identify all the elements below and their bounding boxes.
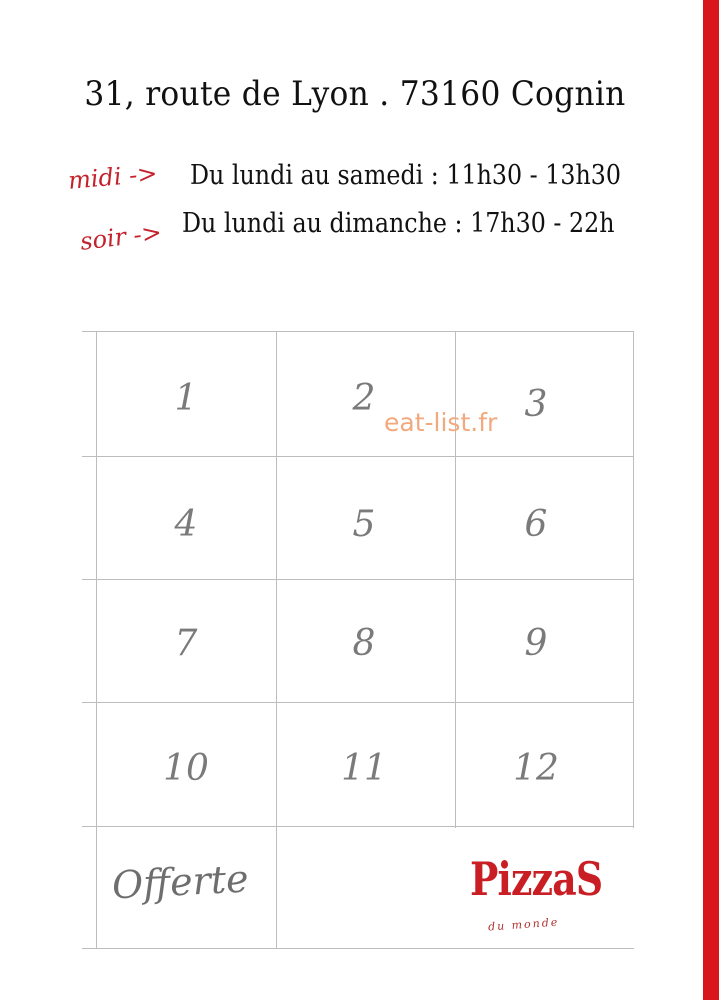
stamp-cell-6: 6: [524, 504, 548, 545]
grid-line: [82, 702, 634, 703]
address-heading: 31, route de Lyon . 73160 Cognin: [84, 74, 626, 114]
stamp-cell-4: 4: [174, 504, 198, 545]
soir-note: soir ->: [78, 218, 164, 256]
stamp-cell-2: 2: [352, 378, 376, 419]
logo-tagline: du monde: [487, 915, 560, 934]
logo-wordmark: PizzaS: [470, 852, 603, 906]
stamp-cell-5: 5: [352, 504, 376, 545]
stamp-cell-3: 3: [524, 384, 548, 425]
stamp-cell-1: 1: [174, 378, 198, 419]
hours-lunch: Du lundi au samedi : 11h30 - 13h30: [190, 160, 622, 191]
grid-line: [276, 331, 277, 949]
hours-dinner: Du lundi au dimanche : 17h30 - 22h: [182, 208, 615, 239]
grid-line: [633, 331, 634, 828]
stamp-cell-10: 10: [163, 748, 209, 789]
grid-line: [82, 331, 634, 332]
grid-line: [82, 579, 634, 580]
stamp-cell-9: 9: [524, 623, 548, 664]
stamp-cell-12: 12: [513, 748, 559, 789]
grid-line: [82, 826, 634, 827]
grid-line: [455, 331, 456, 828]
stamp-cell-8: 8: [352, 623, 376, 664]
midi-note: midi ->: [66, 159, 159, 195]
grid-line: [82, 456, 634, 457]
watermark: eat-list.fr: [384, 408, 498, 437]
grid-line: [82, 948, 634, 949]
stamp-cell-7: 7: [174, 623, 198, 664]
pizzas-logo: [470, 852, 630, 944]
stamp-cell-11: 11: [341, 748, 387, 789]
red-side-border: [703, 0, 719, 1000]
grid-line: [96, 331, 97, 949]
offer-cell: Offerte: [110, 856, 250, 908]
